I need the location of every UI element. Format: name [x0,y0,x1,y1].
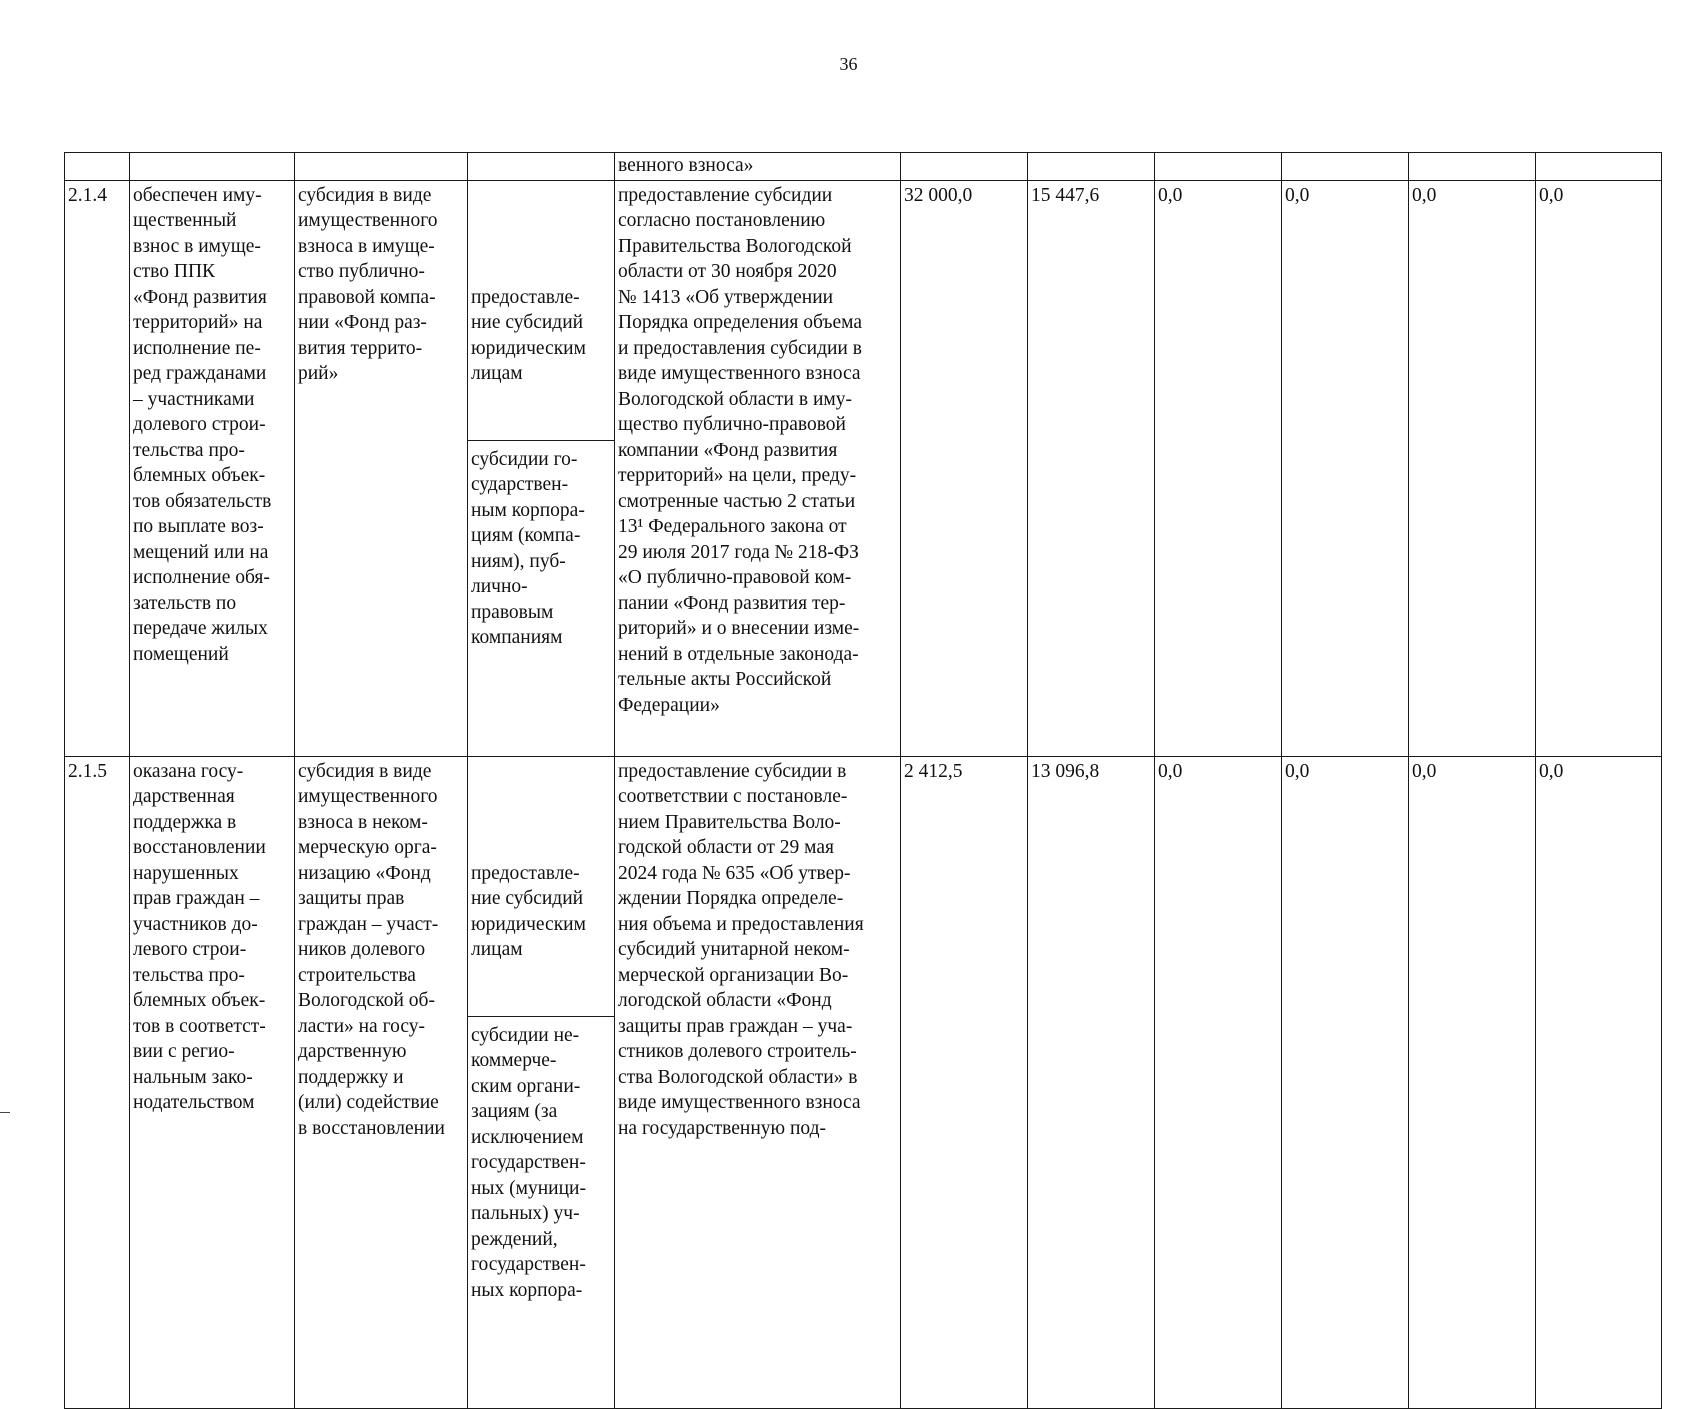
value-cell: 15 447,6 [1028,180,1155,756]
direction-primary: предоставле- ние субсидий юридическим лицам [471,286,586,384]
value-cell: 0,0 [1282,180,1409,756]
empty-cell [1028,153,1155,181]
value-cell: 0,0 [1409,180,1536,756]
value-cell: 0,0 [1409,756,1536,1409]
continuation-row [65,153,1662,181]
table-row [65,756,1662,1409]
margin-mark [0,1112,10,1113]
row-type: субсидия в виде имущественного взноса в неком- мерческую орга- низацию «Фонд защиты прав граждан – участ- ников долевого строительства Вологодской об- ласти» на госу- дарственную поддержку и (или) содействие в восстановлении [295,756,468,1409]
empty-cell [468,153,615,181]
value-cell: 13 096,8 [1028,756,1155,1409]
value-cell: 0,0 [1536,180,1662,756]
row-direction [468,180,615,756]
empty-cell [1409,153,1536,181]
empty-cell [901,153,1028,181]
direction-primary: предоставле- ние субсидий юридическим лицам [471,862,586,960]
page-number: 36 [839,54,858,74]
row-description: предоставление субсидии согласно постановлению Правительства Вологодской области от 30 ноября 2020 № 1413 «Об утверждении Порядка определения объема и предоставления субсидии в виде имущественного взноса Вологодской области в иму- щество публично-правовой компании «Фонд развития территорий» на цели, преду- смотренные частью 2 статьи 13¹ Федерального закона от 29 июля 2017 года № 218-ФЗ «О публично-правовой ком- пании «Фонд развития тер- риторий» и о внесении изме- нений в отдельные законода- тельные акты Российской Федерации» [615,180,901,756]
row-description: предоставление субсидии в соответствии с постановле- нием Правительства Воло- годской области от 29 мая 2024 года № 635 «Об утвер- ждении Порядка определе- ния объема и предоставления субсидий унитарной неком- мерческой организации Во- логодской области «Фонд защиты прав граждан – уча- стников долевого строитель- ства Вологодской области» в виде имущественного взноса на государственную под- [615,756,901,1409]
empty-cell [1536,153,1662,181]
row-result: оказана госу- дарственная поддержка в восстановлении нарушенных прав граждан – участников до- левого строи- тельства про- блемных объек- тов в соответст- вии с регио- нальным зако- нодательством [130,756,295,1409]
row-code: 2.1.4 [65,180,130,756]
value-cell: 2 412,5 [901,756,1028,1409]
row-result: обеспечен иму- щественный взнос в имуще- ство ППК «Фонд развития территорий» на исполнение пе- ред гражданами – участниками долевого строи- тельства про- блемных объек- тов обязательств по выплате воз- мещений или на исполнение обя- зательств по передаче жилых помещений [130,180,295,756]
empty-cell [65,153,130,181]
direction-secondary: субсидии не- коммерче- ским органи- зациям (за исключением государствен- ных (муници- пальных) уч- реждений, государствен- ных корпора- [468,1016,614,1306]
row-direction [468,756,615,1409]
value-cell: 0,0 [1155,180,1282,756]
direction-secondary: субсидии го- сударствен- ным корпора- циям (компа- ниям), пуб- лично- правовым компаниям [468,440,614,653]
value-cell: 0,0 [1536,756,1662,1409]
empty-cell [130,153,295,181]
table-row [65,180,1662,756]
value-cell: 0,0 [1155,756,1282,1409]
empty-cell [1155,153,1282,181]
row-code: 2.1.5 [65,756,130,1409]
value-cell: 32 000,0 [901,180,1028,756]
value-cell: 0,0 [1282,756,1409,1409]
row-type: субсидия в виде имущественного взноса в имуще- ство публично- правовой компа- нии «Фонд раз- вития террито- рий» [295,180,468,756]
continuation-text: венного взноса» [615,153,901,181]
measures-table [64,152,1662,1409]
empty-cell [1282,153,1409,181]
empty-cell [295,153,468,181]
